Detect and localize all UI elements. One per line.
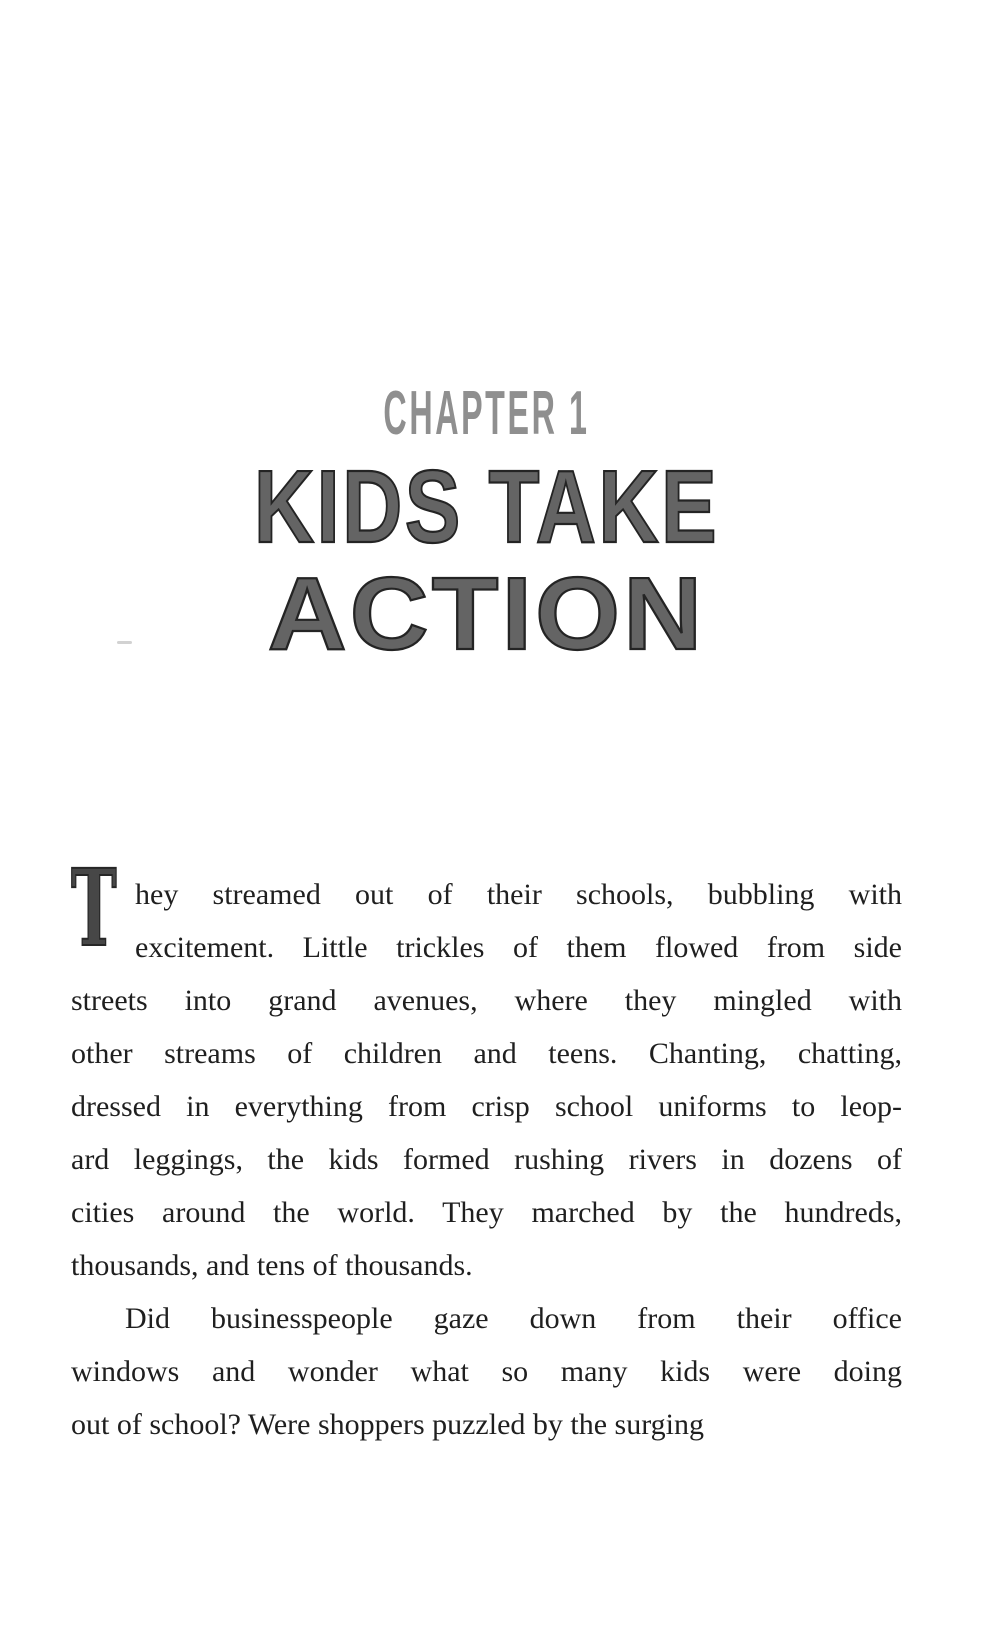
body-line: out of school? Were shoppers puzzled by the surging — [71, 1408, 705, 1441]
scan-artifact-dash — [117, 641, 132, 644]
body-line: thousands, and tens of thousands. — [71, 1249, 473, 1282]
chapter-title-line-1: KIDS TAKE — [253, 449, 720, 564]
body-line: other streams of children and teens. Chanting, chatting, — [71, 1037, 902, 1070]
drop-cap: T — [71, 845, 117, 970]
chapter-title-line-2: ACTION — [267, 556, 706, 671]
body-line: hey streamed out of their schools, bubbling with — [135, 878, 902, 911]
body-line: windows and wonder what so many kids were doing — [71, 1355, 902, 1388]
body-line: dressed in everything from crisp school uniforms to leop- — [71, 1090, 902, 1123]
chapter-title — [71, 449, 902, 671]
chapter-label: CHAPTER 1 — [383, 379, 590, 448]
body-line: ard leggings, the kids formed rushing rivers in dozens of — [71, 1143, 902, 1176]
body-text-block — [71, 845, 902, 1451]
body-line: cities around the world. They marched by the hundreds, — [71, 1196, 902, 1229]
body-line: Did businesspeople gaze down from their office — [125, 1302, 902, 1335]
body-line: excitement. Little trickles of them flowed from side — [135, 931, 902, 964]
body-line: streets into grand avenues, where they mingled with — [71, 984, 902, 1017]
